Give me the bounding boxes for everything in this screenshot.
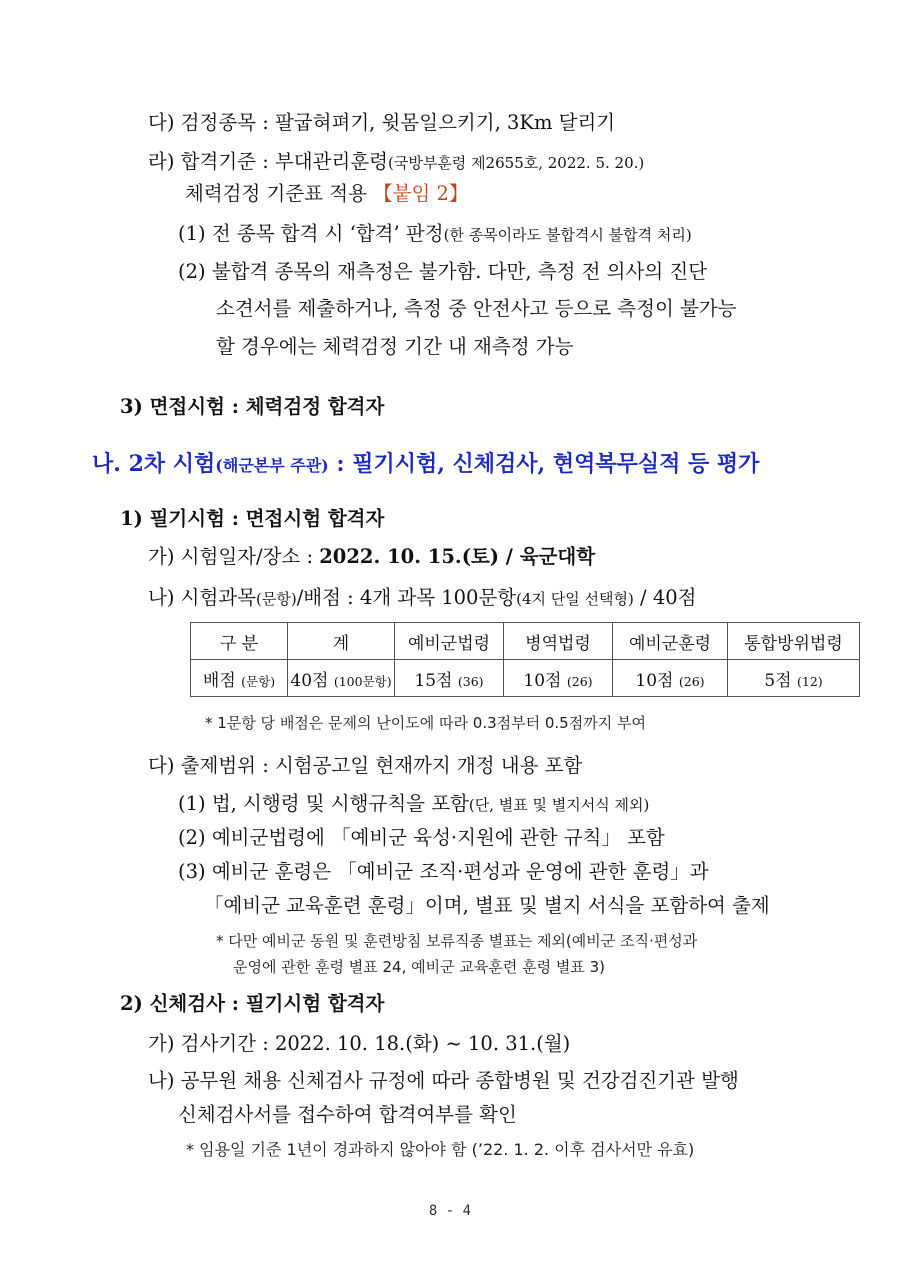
label-scope-1: (1) xyxy=(178,792,206,815)
cell-count: (12) xyxy=(796,673,823,689)
second-exam-host: (해군본부 주관) xyxy=(215,456,329,475)
scope-3-line-2 xyxy=(204,892,770,920)
cell-score: 10점 xyxy=(635,670,674,691)
second-exam-title: 나. 2차 시험 xyxy=(92,451,216,477)
label-scope-3: (3) xyxy=(178,860,206,883)
score-cell xyxy=(728,660,860,697)
cell-score: 15점 xyxy=(414,670,453,691)
label-ra: 라) xyxy=(148,150,175,173)
second-exam-items: : 필기시험, 신체검사, 현역복무실적 등 평가 xyxy=(328,451,760,477)
section-3-interview xyxy=(120,393,384,421)
cell-score: 5점 xyxy=(764,670,792,691)
test-events-text: 검정종목 : 팔굽혀펴기, 윗몸일으키기, 3Km 달리기 xyxy=(180,111,616,134)
subjects-a: 시험과목 xyxy=(180,586,257,609)
physical-doc-line-2 xyxy=(178,1101,517,1129)
section-1-written-exam xyxy=(120,505,384,533)
section-heading-second-exam xyxy=(92,450,759,480)
score-table xyxy=(190,622,860,697)
cell-count: (36) xyxy=(457,673,484,689)
score-cell xyxy=(504,660,613,697)
item-ga-date-place xyxy=(148,543,595,571)
header-cell: 병역법령 xyxy=(504,623,613,660)
page-number: 8 - 4 xyxy=(428,1203,472,1219)
label-da: 다) xyxy=(148,111,175,134)
label-1: (1) xyxy=(178,222,206,245)
retest-text-1: 불합격 종목의 재측정은 불가함. 다만, 측정 전 의사의 진단 xyxy=(211,260,708,283)
item-da-exam-scope xyxy=(148,752,582,780)
scope-item-2 xyxy=(178,824,665,852)
row-label-small: (문항) xyxy=(241,673,276,689)
item-da-test-events xyxy=(148,109,615,137)
item-2-retest xyxy=(178,258,707,286)
total-score: 40점 xyxy=(290,670,329,691)
all-pass-text: 전 종목 합격 시 ‘합격’ 판정 xyxy=(211,222,444,245)
score-cell xyxy=(613,660,728,697)
pass-criteria-ref-small: (국방부훈령 제2655호, 2022. 5. 20.) xyxy=(388,154,645,172)
physical-doc-text-2: 신체검사서를 접수하여 합격여부를 확인 xyxy=(178,1103,517,1126)
scope-item-1 xyxy=(178,790,649,819)
scope-note-1: * 다만 예비군 동원 및 훈련방침 보류직종 별표는 제외(예비군 조직·편성과 xyxy=(216,932,698,950)
attachment-reference: 【붙임 2】 xyxy=(373,182,469,205)
scope-3-text-2: 「예비군 교육훈련 훈령」이며, 별표 및 별지 서식을 포함하여 출제 xyxy=(204,894,770,917)
all-pass-small: (한 종목이라도 불합격시 불합격 처리) xyxy=(443,226,692,244)
label-na-3: 나) xyxy=(148,1069,175,1092)
scope-1-text: 법, 시행령 및 시행규칙을 포함 xyxy=(211,792,469,815)
section-2-physical-exam xyxy=(120,990,384,1018)
label-ga: 가) xyxy=(148,545,175,568)
total-count: (100문항) xyxy=(333,673,392,689)
written-exam-text: 1) 필기시험 : 면접시험 합격자 xyxy=(120,507,385,530)
header-cell: 예비군훈령 xyxy=(613,623,728,660)
subjects-c: / 40점 xyxy=(633,586,697,609)
cell-score: 10점 xyxy=(523,670,562,691)
scope-1-small: (단, 별표 및 별지서식 제외) xyxy=(468,796,650,814)
pass-criteria-text: 합격기준 : 부대관리훈령 xyxy=(180,150,388,173)
date-place-label: 시험일자/장소 : xyxy=(180,545,320,568)
scope-3-text-1: 예비군 훈령은 「예비군 조직·편성과 운영에 관한 훈령」과 xyxy=(211,860,709,883)
pass-criteria-continuation xyxy=(185,180,468,208)
table-note: * 1문항 당 배점은 문제의 난이도에 따라 0.3점부터 0.5점까지 부여 xyxy=(205,714,646,732)
cell-count: (26) xyxy=(678,673,705,689)
header-cell: 통합방위법령 xyxy=(728,623,860,660)
label-na: 나) xyxy=(148,586,175,609)
retest-text-3: 할 경우에는 체력검정 기간 내 재측정 가능 xyxy=(216,335,574,358)
item-na-subjects xyxy=(148,584,696,613)
interview-text: 3) 면접시험 : 체력검정 합격자 xyxy=(120,395,385,418)
exam-scope-text: 출제범위 : 시험공고일 현재까지 개정 내용 포함 xyxy=(180,754,583,777)
cell-count: (26) xyxy=(566,673,593,689)
physical-exam-text: 2) 신체검사 : 필기시험 합격자 xyxy=(120,992,385,1015)
label-scope-2: (2) xyxy=(178,826,206,849)
label-ga-3: 가) xyxy=(148,1032,175,1055)
retest-line-3 xyxy=(216,333,573,361)
row-label: 배점 xyxy=(202,670,236,691)
item-1-all-pass xyxy=(178,220,692,249)
physical-doc-text-1: 공무원 채용 신체검사 규정에 따라 종합병원 및 건강검진기관 발행 xyxy=(180,1069,739,1092)
scope-item-3 xyxy=(178,858,709,886)
subjects-b: /배점 : 4개 과목 100문항 xyxy=(296,586,517,609)
retest-text-2: 소견서를 제출하거나, 측정 중 안전사고 등으로 측정이 불가능 xyxy=(216,297,737,320)
header-cell: 계 xyxy=(288,623,395,660)
total-cell xyxy=(288,660,395,697)
scope-2-text: 예비군법령에 「예비군 육성·지원에 관한 규칙」 포함 xyxy=(211,826,665,849)
item-ra-pass-criteria xyxy=(148,148,644,177)
subjects-small-1: (문항) xyxy=(256,590,297,608)
label-da-2: 다) xyxy=(148,754,175,777)
subjects-small-2: (4지 단일 선택형) xyxy=(516,590,634,608)
scope-note-2: 운영에 관한 훈령 별표 24, 예비군 교육훈련 훈령 별표 3) xyxy=(233,958,605,976)
date-place-value: 2022. 10. 15.(토) / 육군대학 xyxy=(319,545,596,568)
item-ga-exam-period xyxy=(148,1030,570,1058)
exam-period-text: 검사기간 : 2022. 10. 18.(화) ~ 10. 31.(월) xyxy=(180,1032,571,1055)
label-2: (2) xyxy=(178,260,206,283)
pass-criteria-cont-text: 체력검정 기준표 적용 xyxy=(185,182,367,205)
score-cell xyxy=(395,660,504,697)
header-cell: 구 분 xyxy=(191,623,288,660)
row-label-cell xyxy=(191,660,288,697)
retest-line-2 xyxy=(216,295,737,323)
item-na-physical-doc xyxy=(148,1067,739,1095)
physical-doc-note: * 임용일 기준 1년이 경과하지 않아야 함 (’22. 1. 2. 이후 검사서만 유효) xyxy=(186,1140,695,1159)
score-table-row xyxy=(191,660,860,697)
score-table-header xyxy=(191,623,860,660)
header-cell: 예비군법령 xyxy=(395,623,504,660)
